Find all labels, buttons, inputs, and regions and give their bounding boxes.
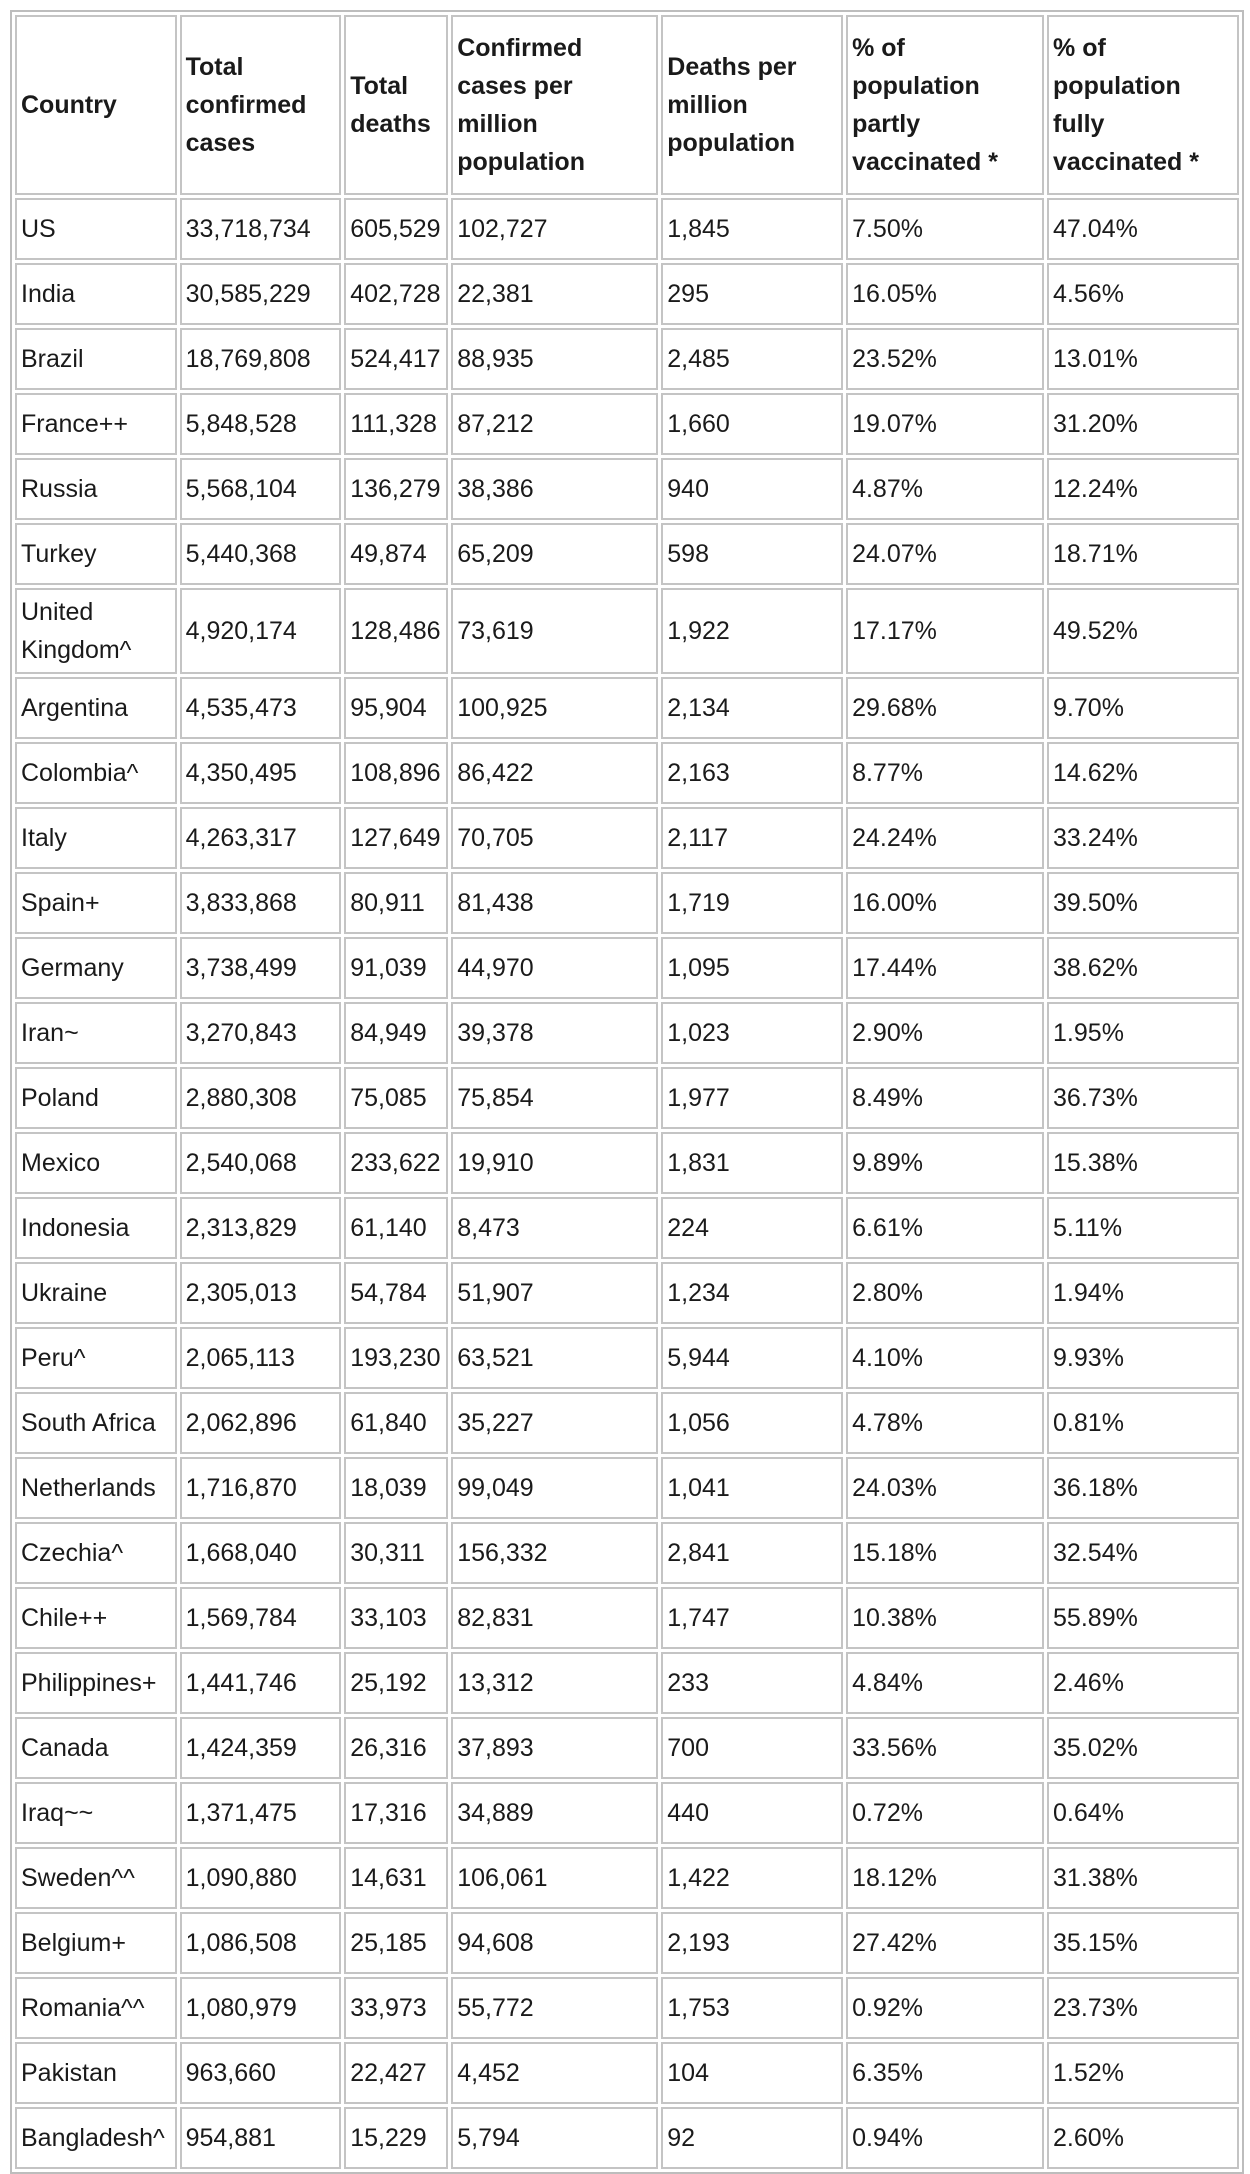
table-header	[15, 15, 1239, 195]
cell-total-confirmed-cases: 2,313,829	[180, 1197, 342, 1259]
table-row	[15, 807, 1239, 869]
cell-deaths-per-million: 1,023	[661, 1002, 843, 1064]
cell-total-confirmed-cases: 5,568,104	[180, 458, 342, 520]
cell-total-confirmed-cases: 1,569,784	[180, 1587, 342, 1649]
cell-partly-vaccinated: 23.52%	[846, 328, 1044, 390]
cell-total-deaths: 84,949	[344, 1002, 448, 1064]
cell-cases-per-million: 73,619	[451, 588, 658, 674]
cell-cases-per-million: 87,212	[451, 393, 658, 455]
cell-country: Colombia^	[15, 742, 177, 804]
cell-country: Indonesia	[15, 1197, 177, 1259]
cell-total-confirmed-cases: 1,090,880	[180, 1847, 342, 1909]
cell-deaths-per-million: 700	[661, 1717, 843, 1779]
cell-country: Argentina	[15, 677, 177, 739]
cell-total-confirmed-cases: 1,080,979	[180, 1977, 342, 2039]
cell-partly-vaccinated: 6.61%	[846, 1197, 1044, 1259]
cell-country: Pakistan	[15, 2042, 177, 2104]
cell-total-confirmed-cases: 963,660	[180, 2042, 342, 2104]
cell-partly-vaccinated: 29.68%	[846, 677, 1044, 739]
cell-total-confirmed-cases: 2,540,068	[180, 1132, 342, 1194]
cell-total-confirmed-cases: 2,062,896	[180, 1392, 342, 1454]
cell-country: Canada	[15, 1717, 177, 1779]
table-row	[15, 1002, 1239, 1064]
cell-cases-per-million: 88,935	[451, 328, 658, 390]
header-deaths-per-million: Deaths per million population	[661, 15, 843, 195]
cell-deaths-per-million: 1,753	[661, 1977, 843, 2039]
cell-fully-vaccinated: 18.71%	[1047, 523, 1239, 585]
cell-country: Russia	[15, 458, 177, 520]
cell-country: Belgium+	[15, 1912, 177, 1974]
cell-total-deaths: 61,140	[344, 1197, 448, 1259]
cell-total-confirmed-cases: 33,718,734	[180, 198, 342, 260]
cell-country: Brazil	[15, 328, 177, 390]
cell-deaths-per-million: 1,041	[661, 1457, 843, 1519]
cell-total-deaths: 95,904	[344, 677, 448, 739]
header-row	[15, 15, 1239, 195]
cell-country: Romania^^	[15, 1977, 177, 2039]
cell-deaths-per-million: 1,056	[661, 1392, 843, 1454]
cell-partly-vaccinated: 16.00%	[846, 872, 1044, 934]
cell-deaths-per-million: 1,719	[661, 872, 843, 934]
cell-total-deaths: 14,631	[344, 1847, 448, 1909]
cell-partly-vaccinated: 24.07%	[846, 523, 1044, 585]
table-row	[15, 1522, 1239, 1584]
cell-total-deaths: 33,973	[344, 1977, 448, 2039]
cell-partly-vaccinated: 17.17%	[846, 588, 1044, 674]
cell-country: Philippines+	[15, 1652, 177, 1714]
cell-country: India	[15, 263, 177, 325]
cell-total-deaths: 18,039	[344, 1457, 448, 1519]
cell-fully-vaccinated: 9.93%	[1047, 1327, 1239, 1389]
cell-cases-per-million: 22,381	[451, 263, 658, 325]
cell-total-confirmed-cases: 2,880,308	[180, 1067, 342, 1129]
cell-fully-vaccinated: 47.04%	[1047, 198, 1239, 260]
cell-deaths-per-million: 224	[661, 1197, 843, 1259]
cell-total-deaths: 605,529	[344, 198, 448, 260]
cell-total-deaths: 26,316	[344, 1717, 448, 1779]
cell-cases-per-million: 70,705	[451, 807, 658, 869]
table-row	[15, 1912, 1239, 1974]
table-row	[15, 1262, 1239, 1324]
cell-total-confirmed-cases: 4,535,473	[180, 677, 342, 739]
cell-partly-vaccinated: 19.07%	[846, 393, 1044, 455]
cell-deaths-per-million: 295	[661, 263, 843, 325]
cell-deaths-per-million: 1,660	[661, 393, 843, 455]
cell-fully-vaccinated: 0.64%	[1047, 1782, 1239, 1844]
cell-partly-vaccinated: 4.78%	[846, 1392, 1044, 1454]
cell-country: Germany	[15, 937, 177, 999]
cell-total-confirmed-cases: 5,848,528	[180, 393, 342, 455]
header-cases-per-million: Confirmed cases per million population	[451, 15, 658, 195]
header-total-confirmed-cases: Total confirmed cases	[180, 15, 342, 195]
cell-fully-vaccinated: 36.73%	[1047, 1067, 1239, 1129]
cell-partly-vaccinated: 2.90%	[846, 1002, 1044, 1064]
cell-cases-per-million: 156,332	[451, 1522, 658, 1584]
cell-fully-vaccinated: 33.24%	[1047, 807, 1239, 869]
cell-total-deaths: 193,230	[344, 1327, 448, 1389]
cell-total-confirmed-cases: 1,441,746	[180, 1652, 342, 1714]
cell-country: Spain+	[15, 872, 177, 934]
cell-partly-vaccinated: 0.94%	[846, 2107, 1044, 2169]
cell-total-deaths: 127,649	[344, 807, 448, 869]
cell-total-confirmed-cases: 2,065,113	[180, 1327, 342, 1389]
cell-country: US	[15, 198, 177, 260]
table-row	[15, 393, 1239, 455]
header-total-deaths: Total deaths	[344, 15, 448, 195]
cell-partly-vaccinated: 9.89%	[846, 1132, 1044, 1194]
cell-partly-vaccinated: 33.56%	[846, 1717, 1044, 1779]
cell-partly-vaccinated: 24.24%	[846, 807, 1044, 869]
table-row	[15, 1717, 1239, 1779]
cell-country: Mexico	[15, 1132, 177, 1194]
cell-fully-vaccinated: 1.52%	[1047, 2042, 1239, 2104]
cell-fully-vaccinated: 15.38%	[1047, 1132, 1239, 1194]
cell-total-deaths: 402,728	[344, 263, 448, 325]
cell-total-deaths: 33,103	[344, 1587, 448, 1649]
cell-fully-vaccinated: 32.54%	[1047, 1522, 1239, 1584]
cell-country: Iraq~~	[15, 1782, 177, 1844]
cell-cases-per-million: 34,889	[451, 1782, 658, 1844]
table-row	[15, 1782, 1239, 1844]
cell-country: Ukraine	[15, 1262, 177, 1324]
cell-deaths-per-million: 5,944	[661, 1327, 843, 1389]
cell-cases-per-million: 94,608	[451, 1912, 658, 1974]
cell-deaths-per-million: 2,163	[661, 742, 843, 804]
cell-deaths-per-million: 1,747	[661, 1587, 843, 1649]
cell-deaths-per-million: 1,234	[661, 1262, 843, 1324]
cell-total-confirmed-cases: 18,769,808	[180, 328, 342, 390]
cell-cases-per-million: 51,907	[451, 1262, 658, 1324]
cell-cases-per-million: 38,386	[451, 458, 658, 520]
header-fully-vaccinated: % of population fully vaccinated *	[1047, 15, 1239, 195]
cell-deaths-per-million: 233	[661, 1652, 843, 1714]
cell-partly-vaccinated: 8.49%	[846, 1067, 1044, 1129]
cell-country: Sweden^^	[15, 1847, 177, 1909]
cell-deaths-per-million: 598	[661, 523, 843, 585]
cell-deaths-per-million: 104	[661, 2042, 843, 2104]
table-row	[15, 1327, 1239, 1389]
cell-country: France++	[15, 393, 177, 455]
cell-deaths-per-million: 1,422	[661, 1847, 843, 1909]
cell-total-confirmed-cases: 5,440,368	[180, 523, 342, 585]
cell-cases-per-million: 5,794	[451, 2107, 658, 2169]
cell-fully-vaccinated: 12.24%	[1047, 458, 1239, 520]
cell-country: Netherlands	[15, 1457, 177, 1519]
cell-cases-per-million: 100,925	[451, 677, 658, 739]
cell-fully-vaccinated: 35.02%	[1047, 1717, 1239, 1779]
cell-deaths-per-million: 1,845	[661, 198, 843, 260]
table-row	[15, 1132, 1239, 1194]
cell-total-deaths: 54,784	[344, 1262, 448, 1324]
cell-cases-per-million: 8,473	[451, 1197, 658, 1259]
cell-fully-vaccinated: 2.60%	[1047, 2107, 1239, 2169]
table-row	[15, 588, 1239, 674]
cell-fully-vaccinated: 4.56%	[1047, 263, 1239, 325]
cell-fully-vaccinated: 36.18%	[1047, 1457, 1239, 1519]
cell-country: Czechia^	[15, 1522, 177, 1584]
cell-country: Turkey	[15, 523, 177, 585]
cell-total-confirmed-cases: 1,668,040	[180, 1522, 342, 1584]
cell-total-deaths: 61,840	[344, 1392, 448, 1454]
cell-country: Italy	[15, 807, 177, 869]
cell-deaths-per-million: 2,193	[661, 1912, 843, 1974]
cell-cases-per-million: 65,209	[451, 523, 658, 585]
cell-fully-vaccinated: 1.95%	[1047, 1002, 1239, 1064]
cell-total-deaths: 49,874	[344, 523, 448, 585]
cell-cases-per-million: 82,831	[451, 1587, 658, 1649]
cell-total-confirmed-cases: 2,305,013	[180, 1262, 342, 1324]
cell-fully-vaccinated: 49.52%	[1047, 588, 1239, 674]
cell-partly-vaccinated: 10.38%	[846, 1587, 1044, 1649]
table-row	[15, 677, 1239, 739]
cell-country: Bangladesh^	[15, 2107, 177, 2169]
cell-deaths-per-million: 1,095	[661, 937, 843, 999]
cell-partly-vaccinated: 4.10%	[846, 1327, 1044, 1389]
table-row	[15, 1587, 1239, 1649]
cell-fully-vaccinated: 35.15%	[1047, 1912, 1239, 1974]
cell-total-deaths: 17,316	[344, 1782, 448, 1844]
cell-partly-vaccinated: 7.50%	[846, 198, 1044, 260]
cell-cases-per-million: 19,910	[451, 1132, 658, 1194]
table-row	[15, 1067, 1239, 1129]
table-row	[15, 742, 1239, 804]
cell-country: United Kingdom^	[15, 588, 177, 674]
cell-deaths-per-million: 2,485	[661, 328, 843, 390]
cell-partly-vaccinated: 4.87%	[846, 458, 1044, 520]
cell-fully-vaccinated: 55.89%	[1047, 1587, 1239, 1649]
cell-cases-per-million: 106,061	[451, 1847, 658, 1909]
cell-deaths-per-million: 2,117	[661, 807, 843, 869]
cell-partly-vaccinated: 8.77%	[846, 742, 1044, 804]
cell-country: Iran~	[15, 1002, 177, 1064]
table-row	[15, 198, 1239, 260]
cell-country: Peru^	[15, 1327, 177, 1389]
table-body	[15, 198, 1239, 2169]
cell-partly-vaccinated: 15.18%	[846, 1522, 1044, 1584]
cell-total-deaths: 233,622	[344, 1132, 448, 1194]
table-row	[15, 328, 1239, 390]
table-row	[15, 1977, 1239, 2039]
table-row	[15, 2107, 1239, 2169]
cell-total-deaths: 108,896	[344, 742, 448, 804]
cell-total-confirmed-cases: 30,585,229	[180, 263, 342, 325]
cell-partly-vaccinated: 27.42%	[846, 1912, 1044, 1974]
cell-total-confirmed-cases: 3,270,843	[180, 1002, 342, 1064]
cell-cases-per-million: 37,893	[451, 1717, 658, 1779]
table-row	[15, 2042, 1239, 2104]
cell-total-confirmed-cases: 4,350,495	[180, 742, 342, 804]
cell-partly-vaccinated: 18.12%	[846, 1847, 1044, 1909]
cell-total-deaths: 91,039	[344, 937, 448, 999]
table-row	[15, 523, 1239, 585]
covid-stats-table	[10, 10, 1244, 2174]
cell-partly-vaccinated: 6.35%	[846, 2042, 1044, 2104]
cell-cases-per-million: 75,854	[451, 1067, 658, 1129]
cell-deaths-per-million: 940	[661, 458, 843, 520]
cell-fully-vaccinated: 39.50%	[1047, 872, 1239, 934]
cell-fully-vaccinated: 2.46%	[1047, 1652, 1239, 1714]
cell-fully-vaccinated: 1.94%	[1047, 1262, 1239, 1324]
cell-cases-per-million: 44,970	[451, 937, 658, 999]
cell-deaths-per-million: 1,831	[661, 1132, 843, 1194]
cell-total-deaths: 25,185	[344, 1912, 448, 1974]
cell-total-deaths: 80,911	[344, 872, 448, 934]
cell-fully-vaccinated: 0.81%	[1047, 1392, 1239, 1454]
cell-total-deaths: 524,417	[344, 328, 448, 390]
cell-deaths-per-million: 440	[661, 1782, 843, 1844]
cell-deaths-per-million: 1,922	[661, 588, 843, 674]
cell-fully-vaccinated: 14.62%	[1047, 742, 1239, 804]
cell-total-confirmed-cases: 4,263,317	[180, 807, 342, 869]
cell-total-confirmed-cases: 3,833,868	[180, 872, 342, 934]
cell-total-confirmed-cases: 1,371,475	[180, 1782, 342, 1844]
cell-cases-per-million: 39,378	[451, 1002, 658, 1064]
cell-total-confirmed-cases: 1,086,508	[180, 1912, 342, 1974]
cell-deaths-per-million: 2,134	[661, 677, 843, 739]
cell-total-deaths: 22,427	[344, 2042, 448, 2104]
cell-fully-vaccinated: 31.38%	[1047, 1847, 1239, 1909]
cell-total-confirmed-cases: 954,881	[180, 2107, 342, 2169]
cell-country: South Africa	[15, 1392, 177, 1454]
cell-country: Chile++	[15, 1587, 177, 1649]
table-row	[15, 1457, 1239, 1519]
cell-country: Poland	[15, 1067, 177, 1129]
cell-partly-vaccinated: 24.03%	[846, 1457, 1044, 1519]
cell-cases-per-million: 81,438	[451, 872, 658, 934]
cell-partly-vaccinated: 4.84%	[846, 1652, 1044, 1714]
cell-cases-per-million: 86,422	[451, 742, 658, 804]
table-row	[15, 263, 1239, 325]
cell-partly-vaccinated: 0.92%	[846, 1977, 1044, 2039]
cell-total-confirmed-cases: 4,920,174	[180, 588, 342, 674]
table-row	[15, 872, 1239, 934]
cell-deaths-per-million: 2,841	[661, 1522, 843, 1584]
cell-total-deaths: 111,328	[344, 393, 448, 455]
cell-cases-per-million: 102,727	[451, 198, 658, 260]
table-row	[15, 1652, 1239, 1714]
cell-cases-per-million: 13,312	[451, 1652, 658, 1714]
cell-total-confirmed-cases: 1,424,359	[180, 1717, 342, 1779]
cell-cases-per-million: 35,227	[451, 1392, 658, 1454]
cell-total-deaths: 136,279	[344, 458, 448, 520]
cell-total-confirmed-cases: 3,738,499	[180, 937, 342, 999]
cell-cases-per-million: 63,521	[451, 1327, 658, 1389]
table-row	[15, 937, 1239, 999]
table-row	[15, 1392, 1239, 1454]
header-partly-vaccinated: % of population partly vaccinated *	[846, 15, 1044, 195]
cell-fully-vaccinated: 38.62%	[1047, 937, 1239, 999]
cell-total-deaths: 75,085	[344, 1067, 448, 1129]
table-row	[15, 1847, 1239, 1909]
cell-total-deaths: 30,311	[344, 1522, 448, 1584]
cell-fully-vaccinated: 31.20%	[1047, 393, 1239, 455]
cell-total-deaths: 25,192	[344, 1652, 448, 1714]
cell-partly-vaccinated: 17.44%	[846, 937, 1044, 999]
cell-partly-vaccinated: 2.80%	[846, 1262, 1044, 1324]
cell-cases-per-million: 55,772	[451, 1977, 658, 2039]
cell-partly-vaccinated: 0.72%	[846, 1782, 1044, 1844]
cell-fully-vaccinated: 9.70%	[1047, 677, 1239, 739]
cell-fully-vaccinated: 13.01%	[1047, 328, 1239, 390]
cell-fully-vaccinated: 23.73%	[1047, 1977, 1239, 2039]
cell-total-confirmed-cases: 1,716,870	[180, 1457, 342, 1519]
table-row	[15, 1197, 1239, 1259]
table-row	[15, 458, 1239, 520]
cell-cases-per-million: 4,452	[451, 2042, 658, 2104]
cell-total-deaths: 15,229	[344, 2107, 448, 2169]
cell-deaths-per-million: 92	[661, 2107, 843, 2169]
cell-partly-vaccinated: 16.05%	[846, 263, 1044, 325]
cell-total-deaths: 128,486	[344, 588, 448, 674]
header-country: Country	[15, 15, 177, 195]
cell-fully-vaccinated: 5.11%	[1047, 1197, 1239, 1259]
cell-cases-per-million: 99,049	[451, 1457, 658, 1519]
cell-deaths-per-million: 1,977	[661, 1067, 843, 1129]
